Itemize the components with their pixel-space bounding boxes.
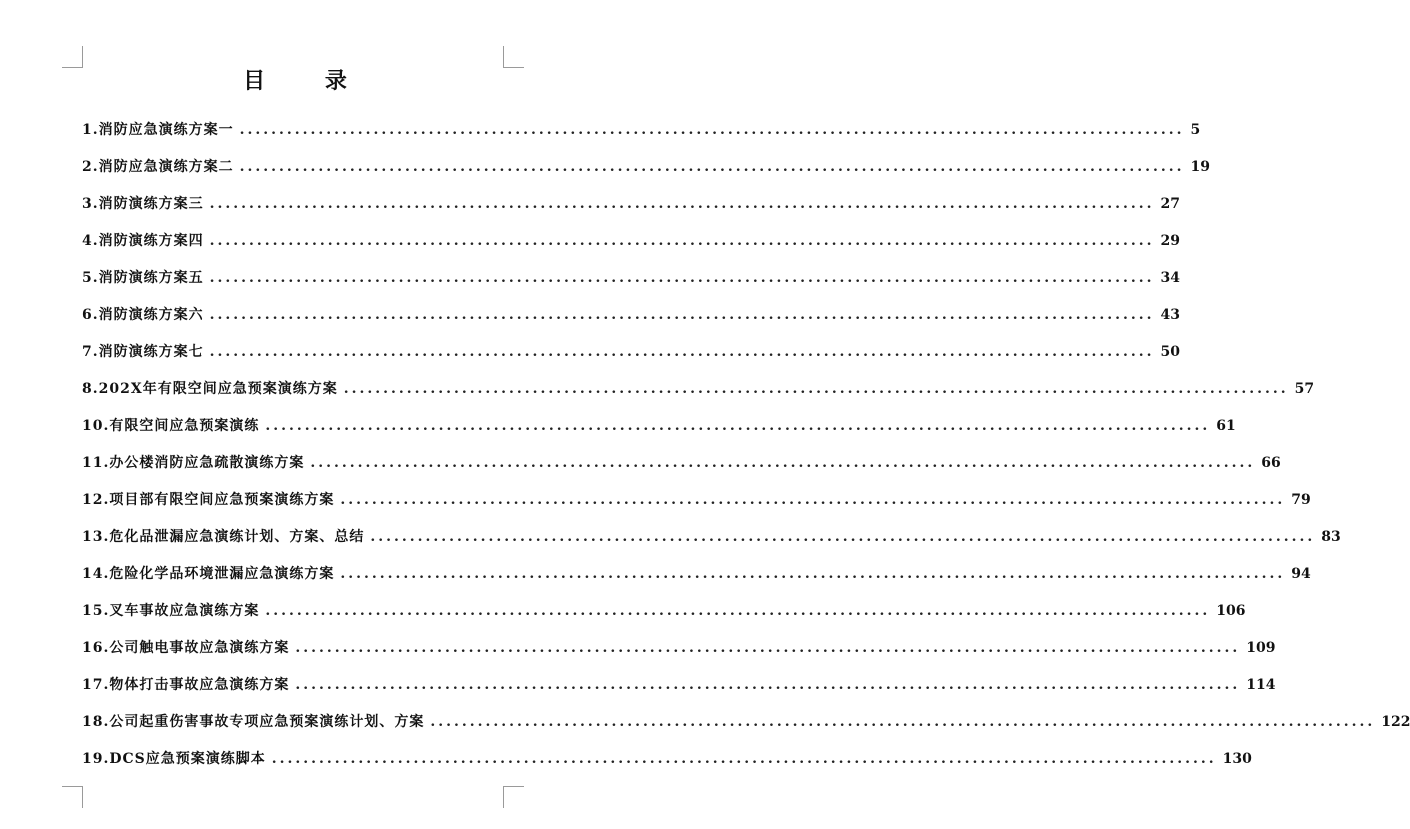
toc-dot-leader: ........................................................................................................................ (209, 233, 1155, 249)
toc-entry-label: 19.DCS应急预案演练脚本 (82, 751, 266, 767)
toc-entry-page-number: 57 (1294, 381, 1315, 397)
toc-entry[interactable] (82, 186, 1180, 223)
toc-entry-label: 7.消防演练方案七 (82, 344, 204, 360)
toc-entry-label: 8.202X年有限空间应急预案演练方案 (82, 381, 338, 397)
toc-dot-leader: ........................................................................................................................ (295, 640, 1241, 656)
toc-entry-label: 3.消防演练方案三 (82, 196, 204, 212)
toc-title: 目 录 (243, 68, 373, 94)
toc-entry[interactable] (82, 408, 1236, 445)
toc-entry-page-number: 29 (1160, 233, 1180, 249)
toc-entry[interactable] (82, 593, 1246, 630)
toc-entry[interactable] (82, 445, 1281, 482)
toc-entry-label: 13.危化品泄漏应急演练计划、方案、总结 (82, 529, 365, 545)
toc-entry[interactable] (82, 482, 1311, 519)
toc-entry-page-number: 122 (1381, 714, 1410, 730)
toc-entry-label: 10.有限空间应急预案演练 (82, 418, 260, 434)
toc-entry-label: 12.项目部有限空间应急预案演练方案 (82, 492, 335, 508)
toc-entry-page-number: 114 (1246, 677, 1276, 693)
toc-dot-leader: ........................................................................................................................ (239, 159, 1185, 175)
toc-entry-page-number: 79 (1291, 492, 1311, 508)
toc-entry-page-number: 5 (1190, 122, 1201, 138)
toc-dot-leader: ........................................................................................................................ (295, 677, 1241, 693)
toc-dot-leader: ........................................................................................................................ (340, 492, 1286, 508)
toc-entry-page-number: 19 (1190, 159, 1210, 175)
toc-dot-leader: ........................................................................................................................ (310, 455, 1256, 471)
toc-entry-label: 4.消防演练方案四 (82, 233, 204, 249)
toc-entry[interactable] (82, 260, 1180, 297)
toc-dot-leader: ........................................................................................................................ (343, 381, 1289, 397)
toc-entry[interactable] (82, 741, 1252, 778)
toc-entry[interactable] (82, 297, 1180, 334)
toc-entry-label: 2.消防应急演练方案二 (82, 159, 234, 175)
toc-entry-page-number: 66 (1261, 455, 1281, 471)
toc-entry[interactable] (82, 334, 1180, 371)
toc-entry-page-number: 83 (1321, 529, 1341, 545)
toc-entry[interactable] (82, 630, 1276, 667)
toc-entry[interactable] (82, 667, 1276, 704)
toc-dot-leader: ........................................................................................................................ (209, 270, 1155, 286)
table-of-contents (82, 112, 1410, 778)
crop-mark-bottom-left-horizontal (62, 786, 83, 787)
toc-entry-label: 17.物体打击事故应急演练方案 (82, 677, 290, 693)
toc-entry-label: 15.叉车事故应急演练方案 (82, 603, 260, 619)
crop-mark-bottom-right-vertical (503, 786, 504, 808)
toc-entry-page-number: 27 (1160, 196, 1180, 212)
toc-dot-leader: ........................................................................................................................ (239, 122, 1185, 138)
toc-entry-page-number: 34 (1160, 270, 1180, 286)
toc-dot-leader: ........................................................................................................................ (209, 307, 1155, 323)
toc-dot-leader: ........................................................................................................................ (430, 714, 1376, 730)
toc-entry-label: 6.消防演练方案六 (82, 307, 204, 323)
toc-entry[interactable] (82, 371, 1315, 408)
toc-entry-label: 14.危险化学品环境泄漏应急演练方案 (82, 566, 335, 582)
toc-dot-leader: ........................................................................................................................ (209, 344, 1155, 360)
toc-entry-page-number: 61 (1216, 418, 1236, 434)
toc-entry[interactable] (82, 149, 1210, 186)
toc-dot-leader: ........................................................................................................................ (271, 751, 1217, 767)
toc-entry-page-number: 94 (1291, 566, 1311, 582)
toc-entry-page-number: 43 (1160, 307, 1180, 323)
toc-dot-leader: ........................................................................................................................ (370, 529, 1316, 545)
crop-mark-bottom-right-horizontal (503, 786, 524, 787)
toc-entry[interactable] (82, 704, 1410, 741)
toc-entry-page-number: 50 (1160, 344, 1180, 360)
toc-entry-page-number: 109 (1246, 640, 1276, 656)
toc-entry-page-number: 106 (1216, 603, 1246, 619)
toc-entry-page-number: 130 (1222, 751, 1252, 767)
toc-entry[interactable] (82, 556, 1311, 593)
toc-dot-leader: ........................................................................................................................ (209, 196, 1155, 212)
toc-entry[interactable] (82, 223, 1180, 260)
toc-dot-leader: ........................................................................................................................ (265, 418, 1211, 434)
toc-entry-label: 16.公司触电事故应急演练方案 (82, 640, 290, 656)
toc-entry-label: 11.办公楼消防应急疏散演练方案 (82, 455, 305, 471)
toc-entry-label: 18.公司起重伤害事故专项应急预案演练计划、方案 (82, 714, 425, 730)
toc-entry-label: 1.消防应急演练方案一 (82, 122, 234, 138)
toc-dot-leader: ........................................................................................................................ (265, 603, 1211, 619)
toc-entry[interactable] (82, 519, 1341, 556)
toc-dot-leader: ........................................................................................................................ (340, 566, 1286, 582)
toc-entry-label: 5.消防演练方案五 (82, 270, 204, 286)
toc-entry[interactable] (82, 112, 1201, 149)
crop-mark-bottom-left-vertical (82, 786, 83, 808)
